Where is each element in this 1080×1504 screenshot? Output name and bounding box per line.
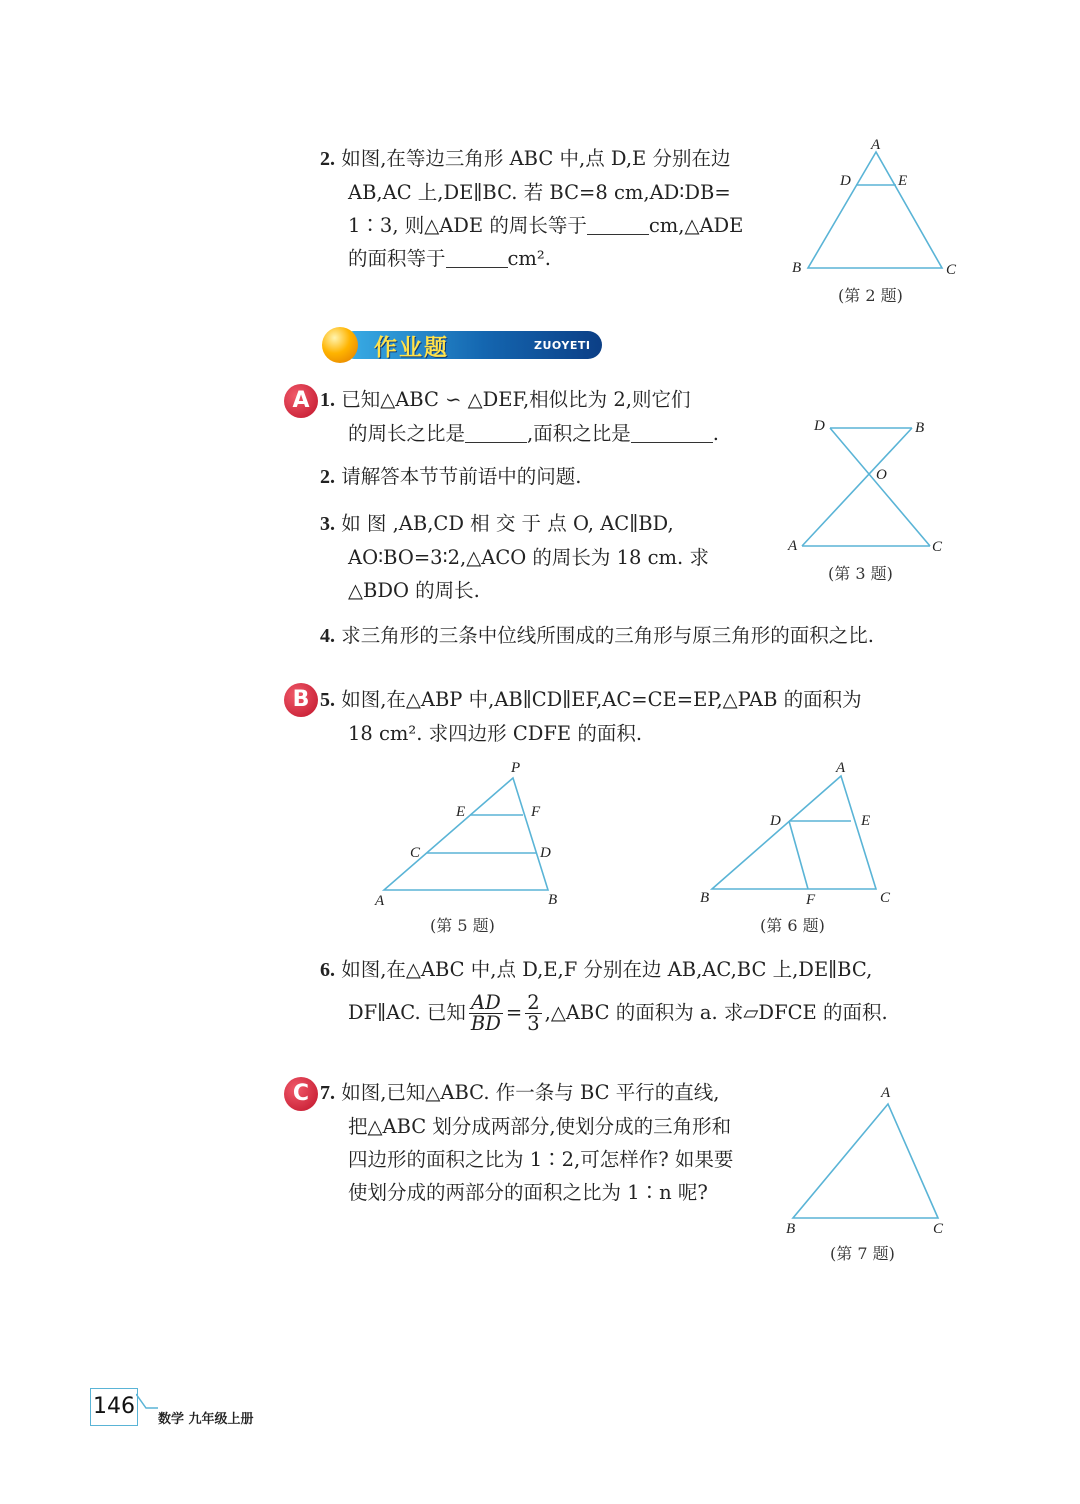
item-number: 3. (320, 513, 335, 535)
text-line: . (712, 422, 719, 445)
level-b-badge: B (284, 683, 318, 717)
book-title: 数学 九年级上册 (158, 1412, 254, 1427)
page-number: 146 (90, 1388, 138, 1426)
point-label: E (861, 813, 871, 829)
question-6 (320, 953, 888, 1034)
text-line: DF∥AC. 已知 (348, 1001, 466, 1024)
figure-caption: (第 5 题) (430, 916, 495, 935)
question-7 (320, 1076, 733, 1209)
banner-title: 作业题 (374, 335, 449, 361)
point-label: A (788, 538, 798, 554)
text-line: 的面积等于 (348, 247, 446, 270)
text-line: 使划分成的两部分的面积之比为 1∶n 呢? (348, 1181, 708, 1204)
triangle-abc (808, 152, 942, 268)
point-label: C (932, 539, 943, 555)
point-label: A (881, 1085, 891, 1101)
point-label: C (410, 845, 421, 861)
point-label: O (876, 467, 887, 483)
text-line: cm². (507, 247, 551, 270)
answer-blank[interactable] (631, 420, 713, 443)
item-number: 7. (320, 1082, 335, 1104)
text-line: ,△ABC 的面积为 a. 求▱DFCE 的面积. (544, 1001, 888, 1024)
question-5 (320, 683, 862, 750)
point-label: A (375, 893, 385, 909)
figure-caption: (第 7 题) (830, 1244, 895, 1263)
figure-5 (370, 760, 570, 900)
point-label: B (700, 890, 710, 906)
text-line: 如图,在等边三角形 ABC 中,点 D,E 分别在边 (341, 147, 731, 170)
fraction-ad-bd: $\frac{AD}{BD}$ (470, 991, 501, 1035)
figure-7 (780, 1090, 950, 1230)
item-number: 2. (320, 466, 335, 488)
text-line: ,面积之比是 (527, 422, 631, 445)
point-label: B (792, 260, 802, 276)
point-label: B (548, 892, 558, 908)
answer-blank[interactable] (446, 245, 508, 268)
question-2 (320, 460, 581, 494)
point-label: F (531, 804, 541, 820)
item-number: 1. (320, 389, 335, 411)
point-label: A (836, 760, 846, 776)
figure-3 (790, 420, 943, 560)
orange-ball-icon (322, 327, 358, 363)
text-line: AB,AC 上,DE∥BC. 若 BC=8 cm,AD∶DB= (348, 181, 731, 204)
point-label: B (915, 420, 925, 436)
item-number: 6. (320, 959, 335, 981)
answer-blank[interactable] (465, 420, 527, 443)
point-label: B (786, 1221, 796, 1237)
item-number: 4. (320, 625, 335, 647)
figure-2 (790, 140, 970, 280)
text-line: 把△ABC 划分成两部分,使划分成的三角形和 (348, 1115, 732, 1138)
text-line: 求三角形的三条中位线所围成的三角形与原三角形的面积之比. (341, 624, 874, 647)
question-1 (320, 383, 719, 450)
point-label: P (511, 760, 521, 776)
homework-banner (322, 327, 604, 363)
equals-sign: = (505, 1001, 523, 1024)
point-label: E (456, 804, 466, 820)
text-line: 的周长之比是 (348, 422, 466, 445)
page-tab-arrow-icon (136, 1392, 160, 1426)
point-label: C (933, 1221, 944, 1237)
text-line: 18 cm². 求四边形 CDFE 的面积. (348, 722, 643, 745)
practice-2 (320, 142, 743, 275)
text-line: 1∶3, 则△ADE 的周长等于 (348, 214, 587, 237)
point-label: A (871, 137, 881, 153)
text-line: 如图,在△ABC 中,点 D,E,F 分别在边 AB,AC,BC 上,DE∥BC, (341, 958, 873, 981)
text-line: cm,△ADE (648, 214, 744, 237)
text-line: 已知△ABC ∽ △DEF,相似比为 2,则它们 (341, 388, 691, 411)
fraction-two-thirds: $\frac{2}{3}$ (527, 991, 540, 1035)
item-number: 2. (320, 148, 335, 170)
text-line: AO∶BO=3∶2,△ACO 的周长为 18 cm. 求 (348, 546, 709, 569)
point-label: C (946, 262, 957, 278)
figure-caption: (第 6 题) (760, 916, 825, 935)
point-label: D (540, 845, 551, 861)
figure-caption: (第 2 题) (838, 286, 903, 305)
point-label: D (814, 418, 825, 434)
level-a-badge: A (284, 384, 318, 418)
figure-6 (700, 760, 900, 900)
point-label: E (898, 173, 908, 189)
text-line: △BDO 的周长. (348, 579, 480, 602)
question-4 (320, 619, 874, 653)
item-number: 5. (320, 689, 335, 711)
text-line: 如图,在△ABP 中,AB∥CD∥EF,AC=CE=EP,△PAB 的面积为 (341, 688, 862, 711)
text-line: 如 图 ,AB,CD 相 交 于 点 O, AC∥BD, (341, 512, 674, 535)
text-line: 如图,已知△ABC. 作一条与 BC 平行的直线, (341, 1081, 720, 1104)
text-line: 四边形的面积之比为 1∶2,可怎样作? 如果要 (348, 1148, 734, 1171)
point-label: C (880, 890, 891, 906)
text-line: 请解答本节节前语中的问题. (341, 465, 582, 488)
point-label: F (806, 892, 816, 908)
answer-blank[interactable] (587, 212, 649, 235)
level-c-badge: C (284, 1077, 318, 1111)
question-3 (320, 507, 709, 607)
figure-caption: (第 3 题) (828, 564, 893, 583)
banner-pinyin: ZUOYETI (534, 339, 591, 352)
point-label: D (840, 173, 851, 189)
point-label: D (770, 813, 781, 829)
